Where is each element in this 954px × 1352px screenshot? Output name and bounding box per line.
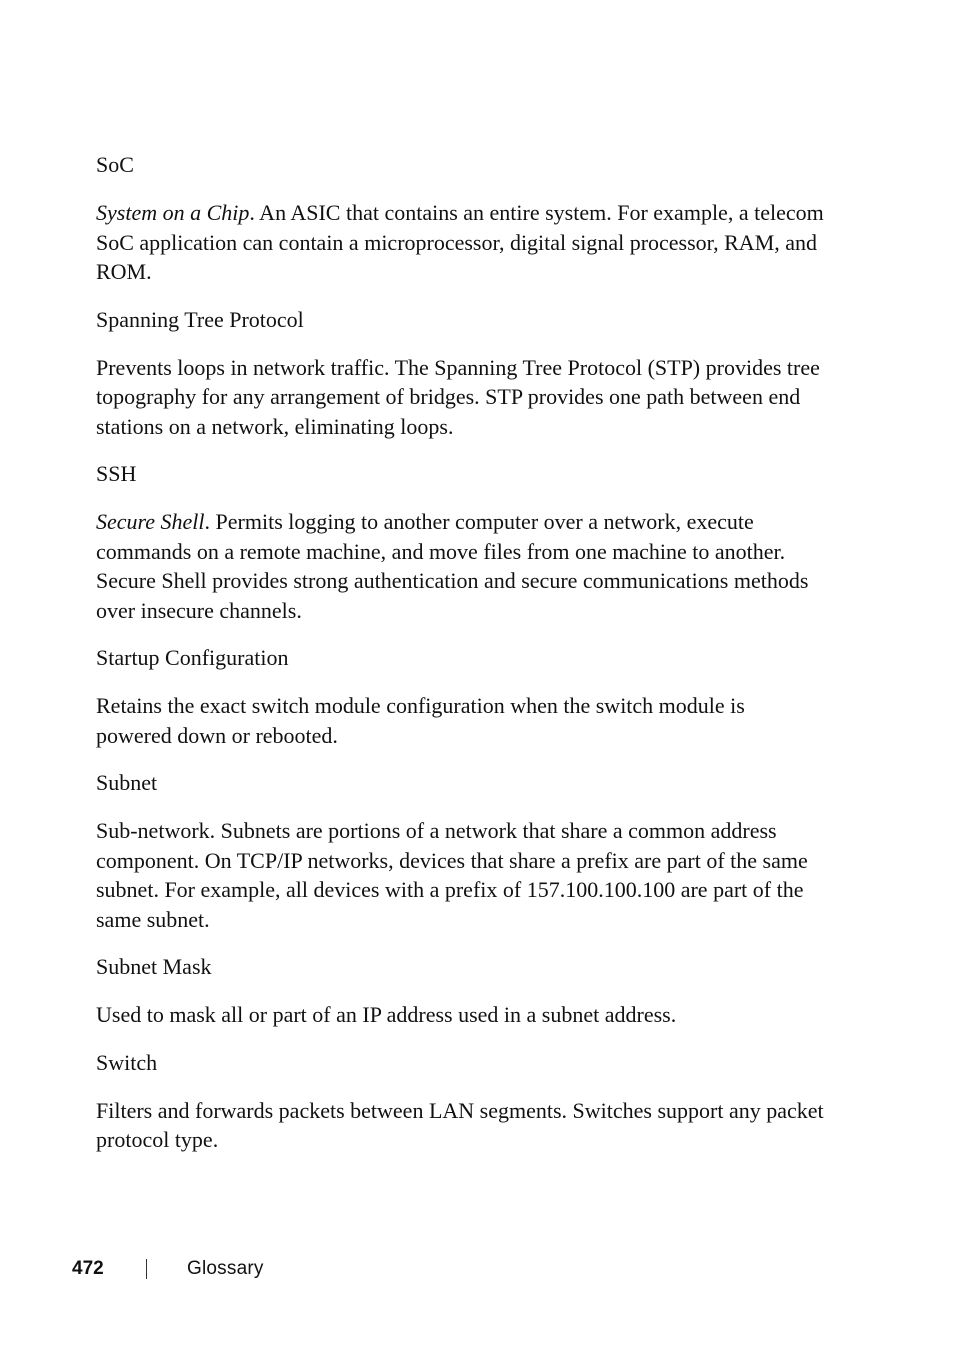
entry-definition bbox=[96, 1096, 826, 1155]
entry-definition-text: . Permits logging to another computer over a network, execute commands on a remote machine, and move files from one machine to another. Secure Shell provides strong authentication and secure communications methods over insecure channels. bbox=[96, 509, 809, 623]
entry-definition-italic: System on a Chip bbox=[96, 200, 250, 225]
entry-definition bbox=[96, 507, 826, 625]
entry-definition bbox=[96, 691, 826, 750]
glossary-entry-subnet bbox=[96, 768, 826, 934]
glossary-entry-ssh bbox=[96, 459, 826, 625]
entry-definition-text: Retains the exact switch module configuration when the switch module is powered down or rebooted. bbox=[96, 693, 745, 748]
glossary-entry-subnet-mask bbox=[96, 952, 826, 1030]
entry-definition-text: Sub-network. Subnets are portions of a network that share a common address component. On TCP/IP networks, devices that share a prefix are part of the same subnet. For example, all devices with a prefix of 157.100.100.100 are part of the same subnet. bbox=[96, 818, 808, 932]
entry-definition bbox=[96, 816, 826, 934]
entry-term: SoC bbox=[96, 152, 134, 177]
footer-section-name: Glossary bbox=[187, 1258, 264, 1279]
entry-definition bbox=[96, 353, 826, 442]
glossary-content bbox=[96, 150, 826, 1173]
entry-term: Switch bbox=[96, 1049, 158, 1075]
footer-divider bbox=[146, 1259, 147, 1279]
entry-term: SSH bbox=[96, 461, 137, 486]
glossary-entry-soc bbox=[96, 150, 826, 287]
entry-definition-text: Prevents loops in network traffic. The Spanning Tree Protocol (STP) provides tree topography for any arrangement of bridges. STP provides one path between end stations on a network, eliminating loops. bbox=[96, 354, 820, 439]
glossary-entry-switch bbox=[96, 1048, 826, 1155]
entry-definition-text: . An ASIC that contains an entire system. For example, a telecom SoC application can contain a microprocessor, digital signal processor, RAM, and ROM. bbox=[96, 200, 824, 284]
page-number: 472 bbox=[72, 1258, 104, 1279]
entry-term: Startup Configuration bbox=[96, 645, 289, 670]
glossary-entry-startup-configuration bbox=[96, 643, 826, 750]
page-footer bbox=[72, 1256, 264, 1282]
entry-term: Spanning Tree Protocol bbox=[96, 306, 304, 332]
entry-definition bbox=[96, 198, 826, 287]
entry-term: Subnet bbox=[96, 770, 158, 795]
entry-definition-text: Filters and forwards packets between LAN segments. Switches support any packet protocol type. bbox=[96, 1097, 824, 1152]
glossary-entry-spanning-tree-protocol bbox=[96, 305, 826, 442]
entry-term: Subnet Mask bbox=[96, 954, 212, 979]
entry-definition-text: Used to mask all or part of an IP address used in a subnet address. bbox=[96, 1002, 677, 1027]
entry-definition bbox=[96, 1000, 826, 1030]
entry-definition-italic: Secure Shell bbox=[96, 509, 205, 534]
